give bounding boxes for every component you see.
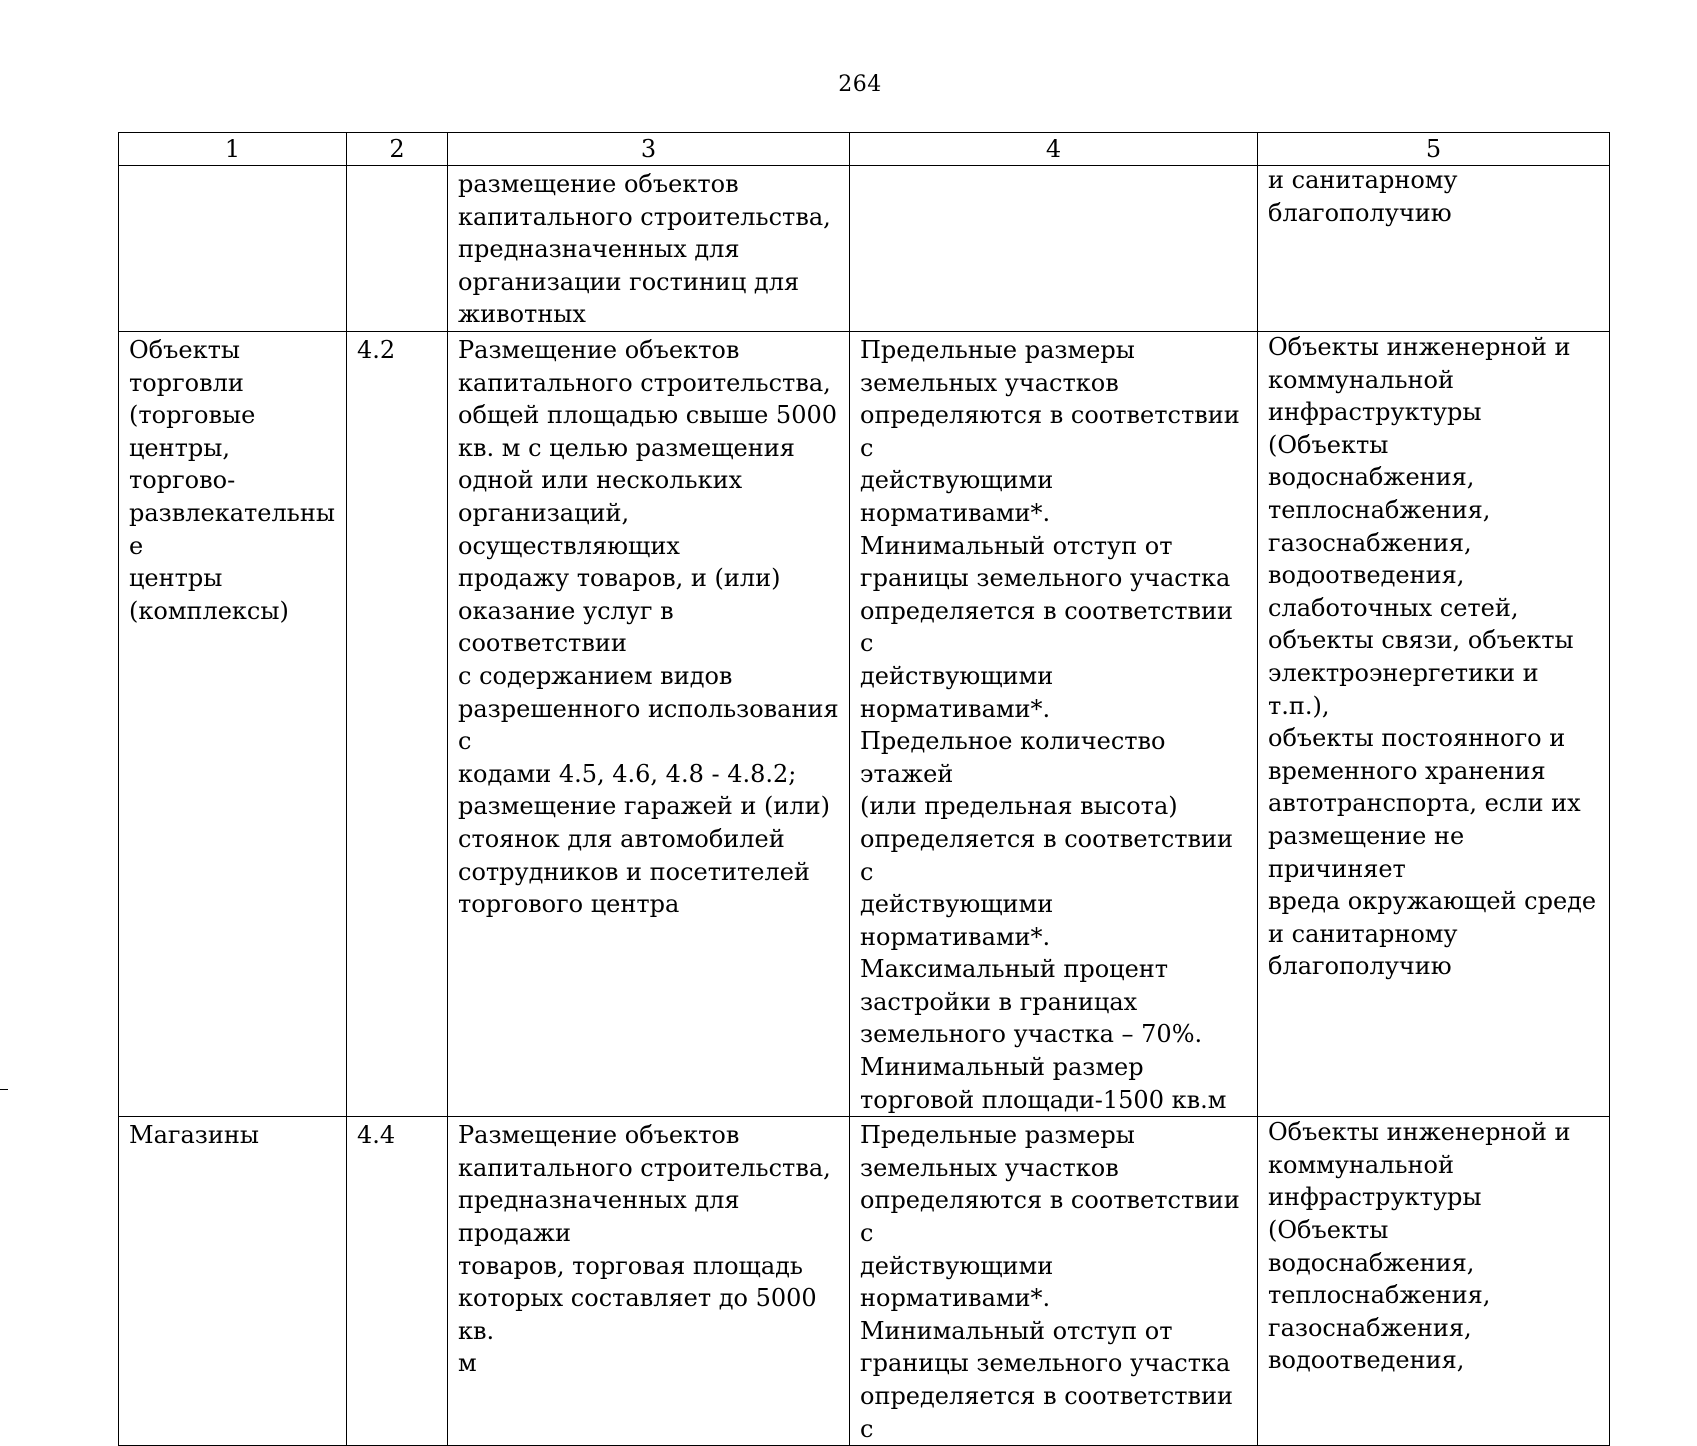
auxiliary-uses-text: Объекты инженерной и коммунальной инфраструктуры (Объекты водоснабжения, теплоснабжения, газоснабжения, водоотведения, — [1268, 1118, 1571, 1375]
table-cell — [119, 332, 347, 1117]
table-cell — [1258, 166, 1610, 332]
column-header: 5 — [1258, 133, 1610, 166]
table-cell — [448, 1117, 850, 1446]
use-type-text: Магазины — [129, 1121, 259, 1150]
table-cell — [448, 166, 850, 332]
table-cell — [850, 332, 1258, 1117]
table-row — [119, 166, 1610, 332]
regulations-table — [118, 132, 1610, 1446]
table-cell — [347, 1117, 448, 1446]
table-cell — [347, 166, 448, 332]
column-header: 2 — [347, 133, 448, 166]
table-cell — [119, 166, 347, 332]
auxiliary-uses-text: и санитарному благополучию — [1268, 166, 1458, 227]
use-type-text: Объекты торговли (торговые центры, торгово- развлекательные центры (комплексы) — [129, 336, 335, 625]
limits-text: Предельные размеры земельных участков определяются в соответствии с действующими нормативами*. Минимальный отступ от границы земельного участка определяется в соответствии с действующими нормативами*. Предельное количество этажей (или предельная высота) определяется в соответствии с действующими нормативами*. Максимальный процент застройки в границах земельного участка – 70%. Минимальный размер торговой площади-1500 кв.м — [860, 336, 1240, 1114]
scan-edge-mark — [0, 1089, 8, 1090]
use-description-text: Размещение объектов капитального строительства, общей площадью свыше 5000 кв. м с целью размещения одной или нескольких организаций, осуществляющих продажу товаров, и (или) оказание услуг в соответствии с содержанием видов разрешенного использования с кодами 4.5, 4.6, 4.8 - 4.8.2; размещение гаражей и (или) стоянок для автомобилей сотрудников и посетителей торгового центра — [458, 336, 839, 919]
use-code-text: 4.2 — [357, 336, 396, 364]
table-cell — [850, 1117, 1258, 1446]
page-number: 264 — [838, 72, 882, 97]
column-header: 1 — [119, 133, 347, 166]
table-row — [119, 332, 1610, 1117]
column-header: 4 — [850, 133, 1258, 166]
table-cell — [119, 1117, 347, 1446]
use-description-text: Размещение объектов капитального строительства, предназначенных для продажи товаров, торговая площадь которых составляет до 5000 кв. м — [458, 1121, 831, 1378]
use-code-text: 4.4 — [357, 1121, 396, 1150]
column-header: 3 — [448, 133, 850, 166]
table-cell — [448, 332, 850, 1117]
table-cell — [347, 332, 448, 1117]
auxiliary-uses-text: Объекты инженерной и коммунальной инфраструктуры (Объекты водоснабжения, теплоснабжения, газоснабжения, водоотведения, слаботочных сетей, объекты связи, объекты электроэнергетики и т.п.), объекты постоянного и временного хранения автотранспорта, если их размещение не причиняет вреда окружающей среде и санитарному благополучию — [1268, 333, 1597, 981]
table-cell — [1258, 332, 1610, 1117]
use-description-text: размещение объектов капитального строительства, предназначенных для организации гостиниц для животных — [458, 170, 831, 329]
table-cell — [1258, 1117, 1610, 1446]
table-cell — [850, 166, 1258, 332]
limits-text: Предельные размеры земельных участков определяются в соответствии с действующими нормативами*. Минимальный отступ от границы земельного участка определяется в соответствии с — [860, 1121, 1240, 1443]
table-row — [119, 1117, 1610, 1446]
table-header-row — [119, 133, 1610, 166]
